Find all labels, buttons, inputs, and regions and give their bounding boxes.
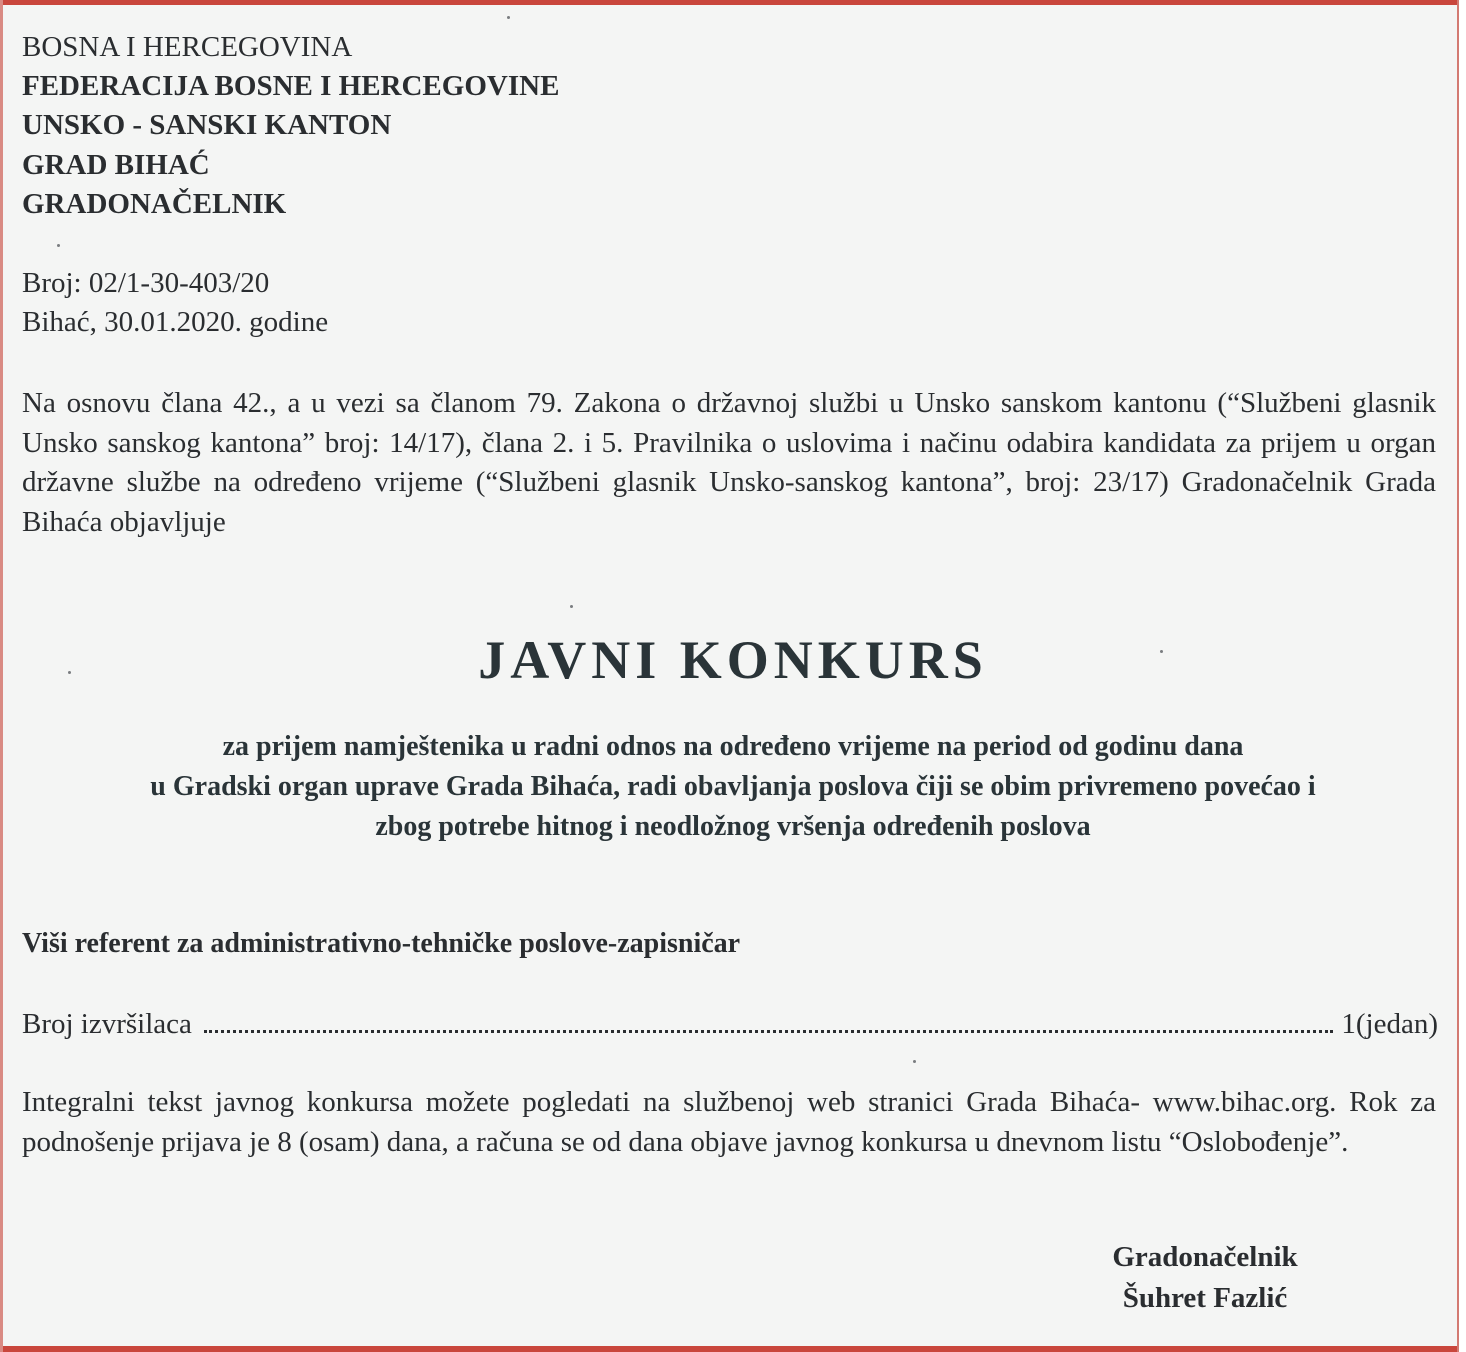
executors-value: 1(jedan) [1341,1008,1438,1040]
dot-leader [204,1004,1333,1033]
closing-paragraph: Integralni tekst javnog konkursa možete pogledati na službenoj web stranici Grada Bihaća- www.bihac.org. Rok za podnošenje prijava je 8 (osam) dana, a računa se od dana objave javnog konkursa u dnevnom listu “Oslobođenje”. [22,1086,1436,1158]
header-canton: UNSKO - SANSKI KANTON [22,109,392,141]
position-title: Viši referent za administrativno-tehničke poslove-zapisničar [22,928,741,959]
executors-row [22,1004,1438,1044]
scan-speck [913,1060,916,1063]
subtitle-line-1: za prijem namještenika u radni odnos na određeno vrijeme na period od godinu dana [222,731,1244,762]
header-office: GRADONAČELNIK [22,188,287,220]
subtitle-line-3: zbog potrebe hitnog i neodložnog vršenja određenih poslova [375,811,1091,842]
reference-number: Broj: 02/1-30-403/20 [22,267,270,299]
header-country: BOSNA I HERCEGOVINA [22,31,353,63]
scan-speck [507,16,510,19]
scan-speck [570,605,573,608]
signature-role: Gradonačelnik [1112,1241,1298,1273]
page-title: JAVNI KONKURS [478,630,988,690]
executors-label: Broj izvršilaca [22,1008,192,1040]
header-city: GRAD BIHAĆ [22,149,210,181]
border-top [0,0,1466,5]
border-bottom [0,1346,1466,1352]
signature-name: Šuhret Fazlić [1122,1282,1288,1314]
header-federation: FEDERACIJA BOSNE I HERCEGOVINE [22,70,560,102]
preamble-paragraph: Na osnovu člana 42., a u vezi sa članom 79. Zakona o državnoj službi u Unsko sanskom kantonu (“Službeni glasnik Unsko sanskog kantona” broj: 14/17), člana 2. i 5. Pravilnika o uslovima i načinu odabira kandidata za prijem u organ državne službe na određeno vrijeme (“Službeni glasnik Unsko-sanskog kantona”, broj: 23/17) Gradonačelnik Grada Bihaća objavljuje [22,387,1436,538]
subtitle-line-2: u Gradski organ uprave Grada Bihaća, radi obavljanja poslova čiji se obim privremeno povećao i [150,771,1316,802]
scan-speck [57,244,60,247]
reference-place-date: Bihać, 30.01.2020. godine [22,306,329,338]
